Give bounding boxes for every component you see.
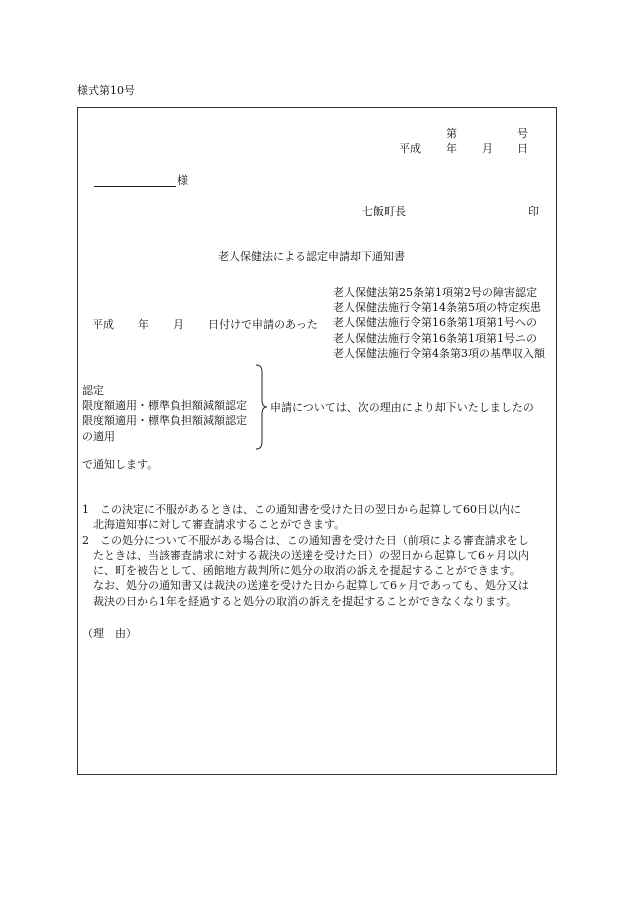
seal-mark: 印 [528,205,539,218]
note-line: 北海道知事に対して審査請求することができます。 [82,518,346,532]
sender-name: 七飯町長 [362,205,406,218]
date-month: 月 [482,142,493,155]
application-era: 平成 [92,318,114,331]
date-day: 日 [517,142,528,155]
item-option: の適用 [82,430,115,443]
form-number: 様式第10号 [77,84,135,97]
note-line: なお、処分の通知書又は裁決の送達を受けた日から起算して6ヶ月であっても、処分又は [82,579,529,593]
application-date-phrase: 日付けで申請のあった [208,318,318,331]
note-line: 1 この決定に不服があるときは、この通知書を受けた日の翌日から起算して60日以内に [82,503,521,516]
law-option: 老人保健法第25条第1項第2号の障害認定 [333,286,537,299]
date-era: 平成 [399,142,421,155]
date-year: 年 [446,142,457,155]
recipient-honorific: 様 [177,174,188,187]
number-suffix: 号 [517,127,528,140]
application-year: 年 [138,318,149,331]
item-option: 限度額適用・標準負担額減額認定 [82,414,247,427]
recipient-name-line [94,186,176,187]
note-line: 2 この処分について不服がある場合は、この通知書を受けた日（前項による審査請求をし [82,533,529,547]
item-option: 限度額適用・標準負担額減額認定 [82,399,247,412]
right-brace-icon [255,364,269,450]
number-prefix: 第 [446,127,457,140]
note-line: たときは、当該審査請求に対する裁決の送達を受けた日）の翌日から起算して6ヶ月以内 [82,548,529,562]
note-line: に、町を被告として、函館地方裁判所に処分の取消の訴えを提起することができます。 [82,564,521,578]
item-option: 認定 [82,384,104,397]
notice-title: 老人保健法による認定申請却下通知書 [218,250,405,263]
decision-sentence: 申請については、次の理由により却下いたしましたの [270,401,534,414]
note-line: 裁決の日から1年を経過すると処分の取消の訴えを提起することができなくなります。 [82,594,518,608]
notice-frame [77,107,557,775]
law-option: 老人保健法施行令第14条第5項の特定疾患 [333,301,541,314]
application-month: 月 [173,318,184,331]
law-option: 老人保健法施行令第16条第1項第1号への [333,316,537,329]
appeal-notes [82,502,557,609]
reason-label: （理 由） [82,627,137,640]
law-option: 老人保健法施行令第16条第1項第1号ニの [333,332,537,345]
law-option: 老人保健法施行令第4条第3項の基準収入額 [333,347,545,360]
notice-continuation: で通知します。 [82,458,159,471]
